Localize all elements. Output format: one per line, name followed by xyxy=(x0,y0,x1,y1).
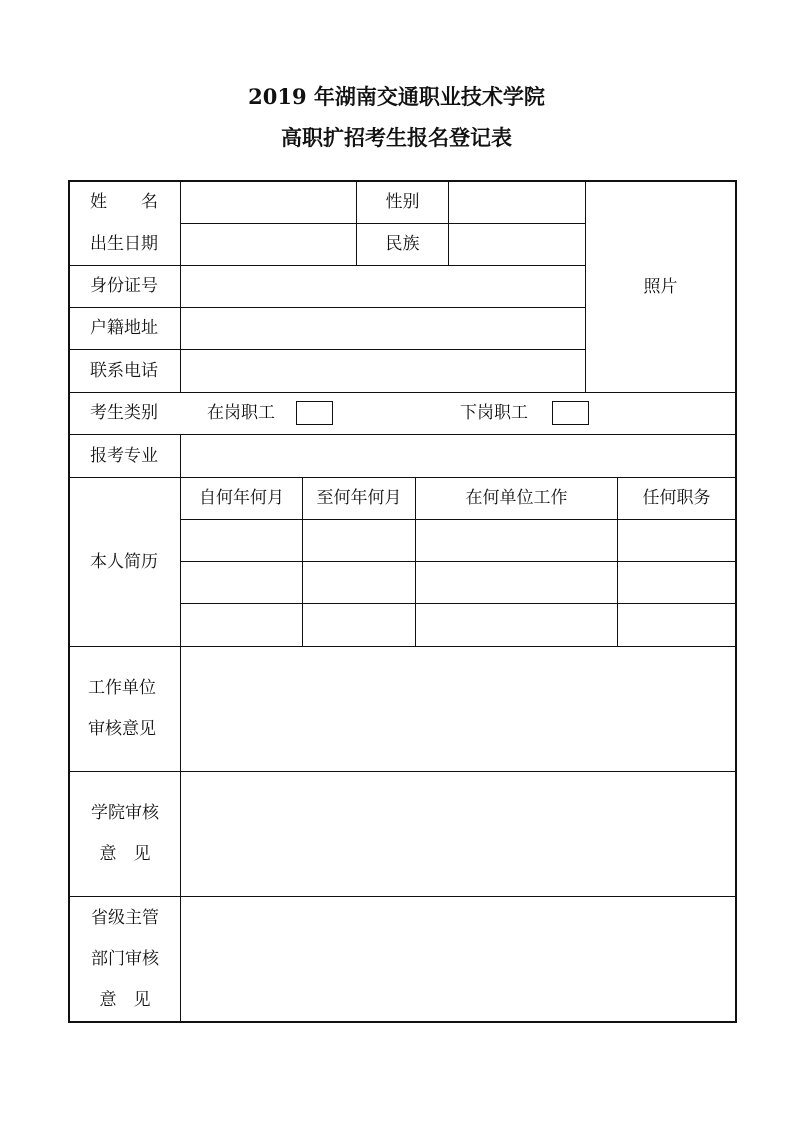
form-title-line1: 2019 年湖南交通职业技术学院 xyxy=(248,84,545,109)
registration-form-table xyxy=(68,180,737,1023)
provincial-review-line1: 省级主管 xyxy=(91,907,159,928)
major-field[interactable] xyxy=(181,435,735,477)
name-field[interactable] xyxy=(181,182,356,223)
resume-col-to: 至何年何月 xyxy=(316,488,402,508)
category-label: 考生类别 xyxy=(90,403,158,423)
provincial-review-line2: 部门审核 xyxy=(91,948,159,969)
resume-row[interactable] xyxy=(181,520,735,561)
gender-label: 性别 xyxy=(385,192,420,212)
form-title-line2: 高职扩招考生报名登记表 xyxy=(281,125,512,150)
phone-field[interactable] xyxy=(181,350,585,392)
category-option-laid-off: 下岗职工 xyxy=(460,403,528,423)
phone-label: 联系电话 xyxy=(90,360,158,381)
college-review-line1: 学院审核 xyxy=(91,803,159,823)
id-number-field[interactable] xyxy=(181,266,585,307)
ethnicity-field[interactable] xyxy=(449,224,585,265)
employer-review-label xyxy=(88,647,156,771)
photo-label: 照片 xyxy=(643,276,678,297)
resume-col-from: 自何年何月 xyxy=(199,488,284,508)
resume-label: 本人简历 xyxy=(90,551,158,572)
household-address-label: 户籍地址 xyxy=(90,318,158,338)
household-address-field[interactable] xyxy=(181,308,585,349)
provincial-review-line3: 意 见 xyxy=(99,989,151,1010)
gender-field[interactable] xyxy=(449,182,585,223)
employer-review-field[interactable] xyxy=(181,647,735,771)
resume-col-position: 任何职务 xyxy=(642,488,711,508)
name-label: 姓 名 xyxy=(90,192,158,212)
college-review-label xyxy=(88,772,162,896)
college-review-line2: 意 见 xyxy=(99,844,151,864)
ethnicity-label: 民族 xyxy=(385,234,420,254)
employer-review-line2: 审核意见 xyxy=(88,719,156,739)
category-option-employed: 在岗职工 xyxy=(207,403,275,423)
major-label: 报考专业 xyxy=(90,445,158,466)
employed-checkbox[interactable] xyxy=(296,401,333,425)
resume-row[interactable] xyxy=(181,562,735,603)
resume-row[interactable] xyxy=(181,604,735,646)
provincial-review-label xyxy=(88,897,162,1021)
id-number-label: 身份证号 xyxy=(90,276,158,296)
laid-off-checkbox[interactable] xyxy=(552,401,589,425)
resume-col-employer: 在何单位工作 xyxy=(465,488,568,508)
birthdate-label: 出生日期 xyxy=(90,234,158,254)
photo-box[interactable] xyxy=(586,182,735,392)
college-review-field[interactable] xyxy=(181,772,735,896)
birthdate-field[interactable] xyxy=(181,224,356,265)
provincial-review-field[interactable] xyxy=(181,897,735,1021)
employer-review-line1: 工作单位 xyxy=(88,678,156,698)
